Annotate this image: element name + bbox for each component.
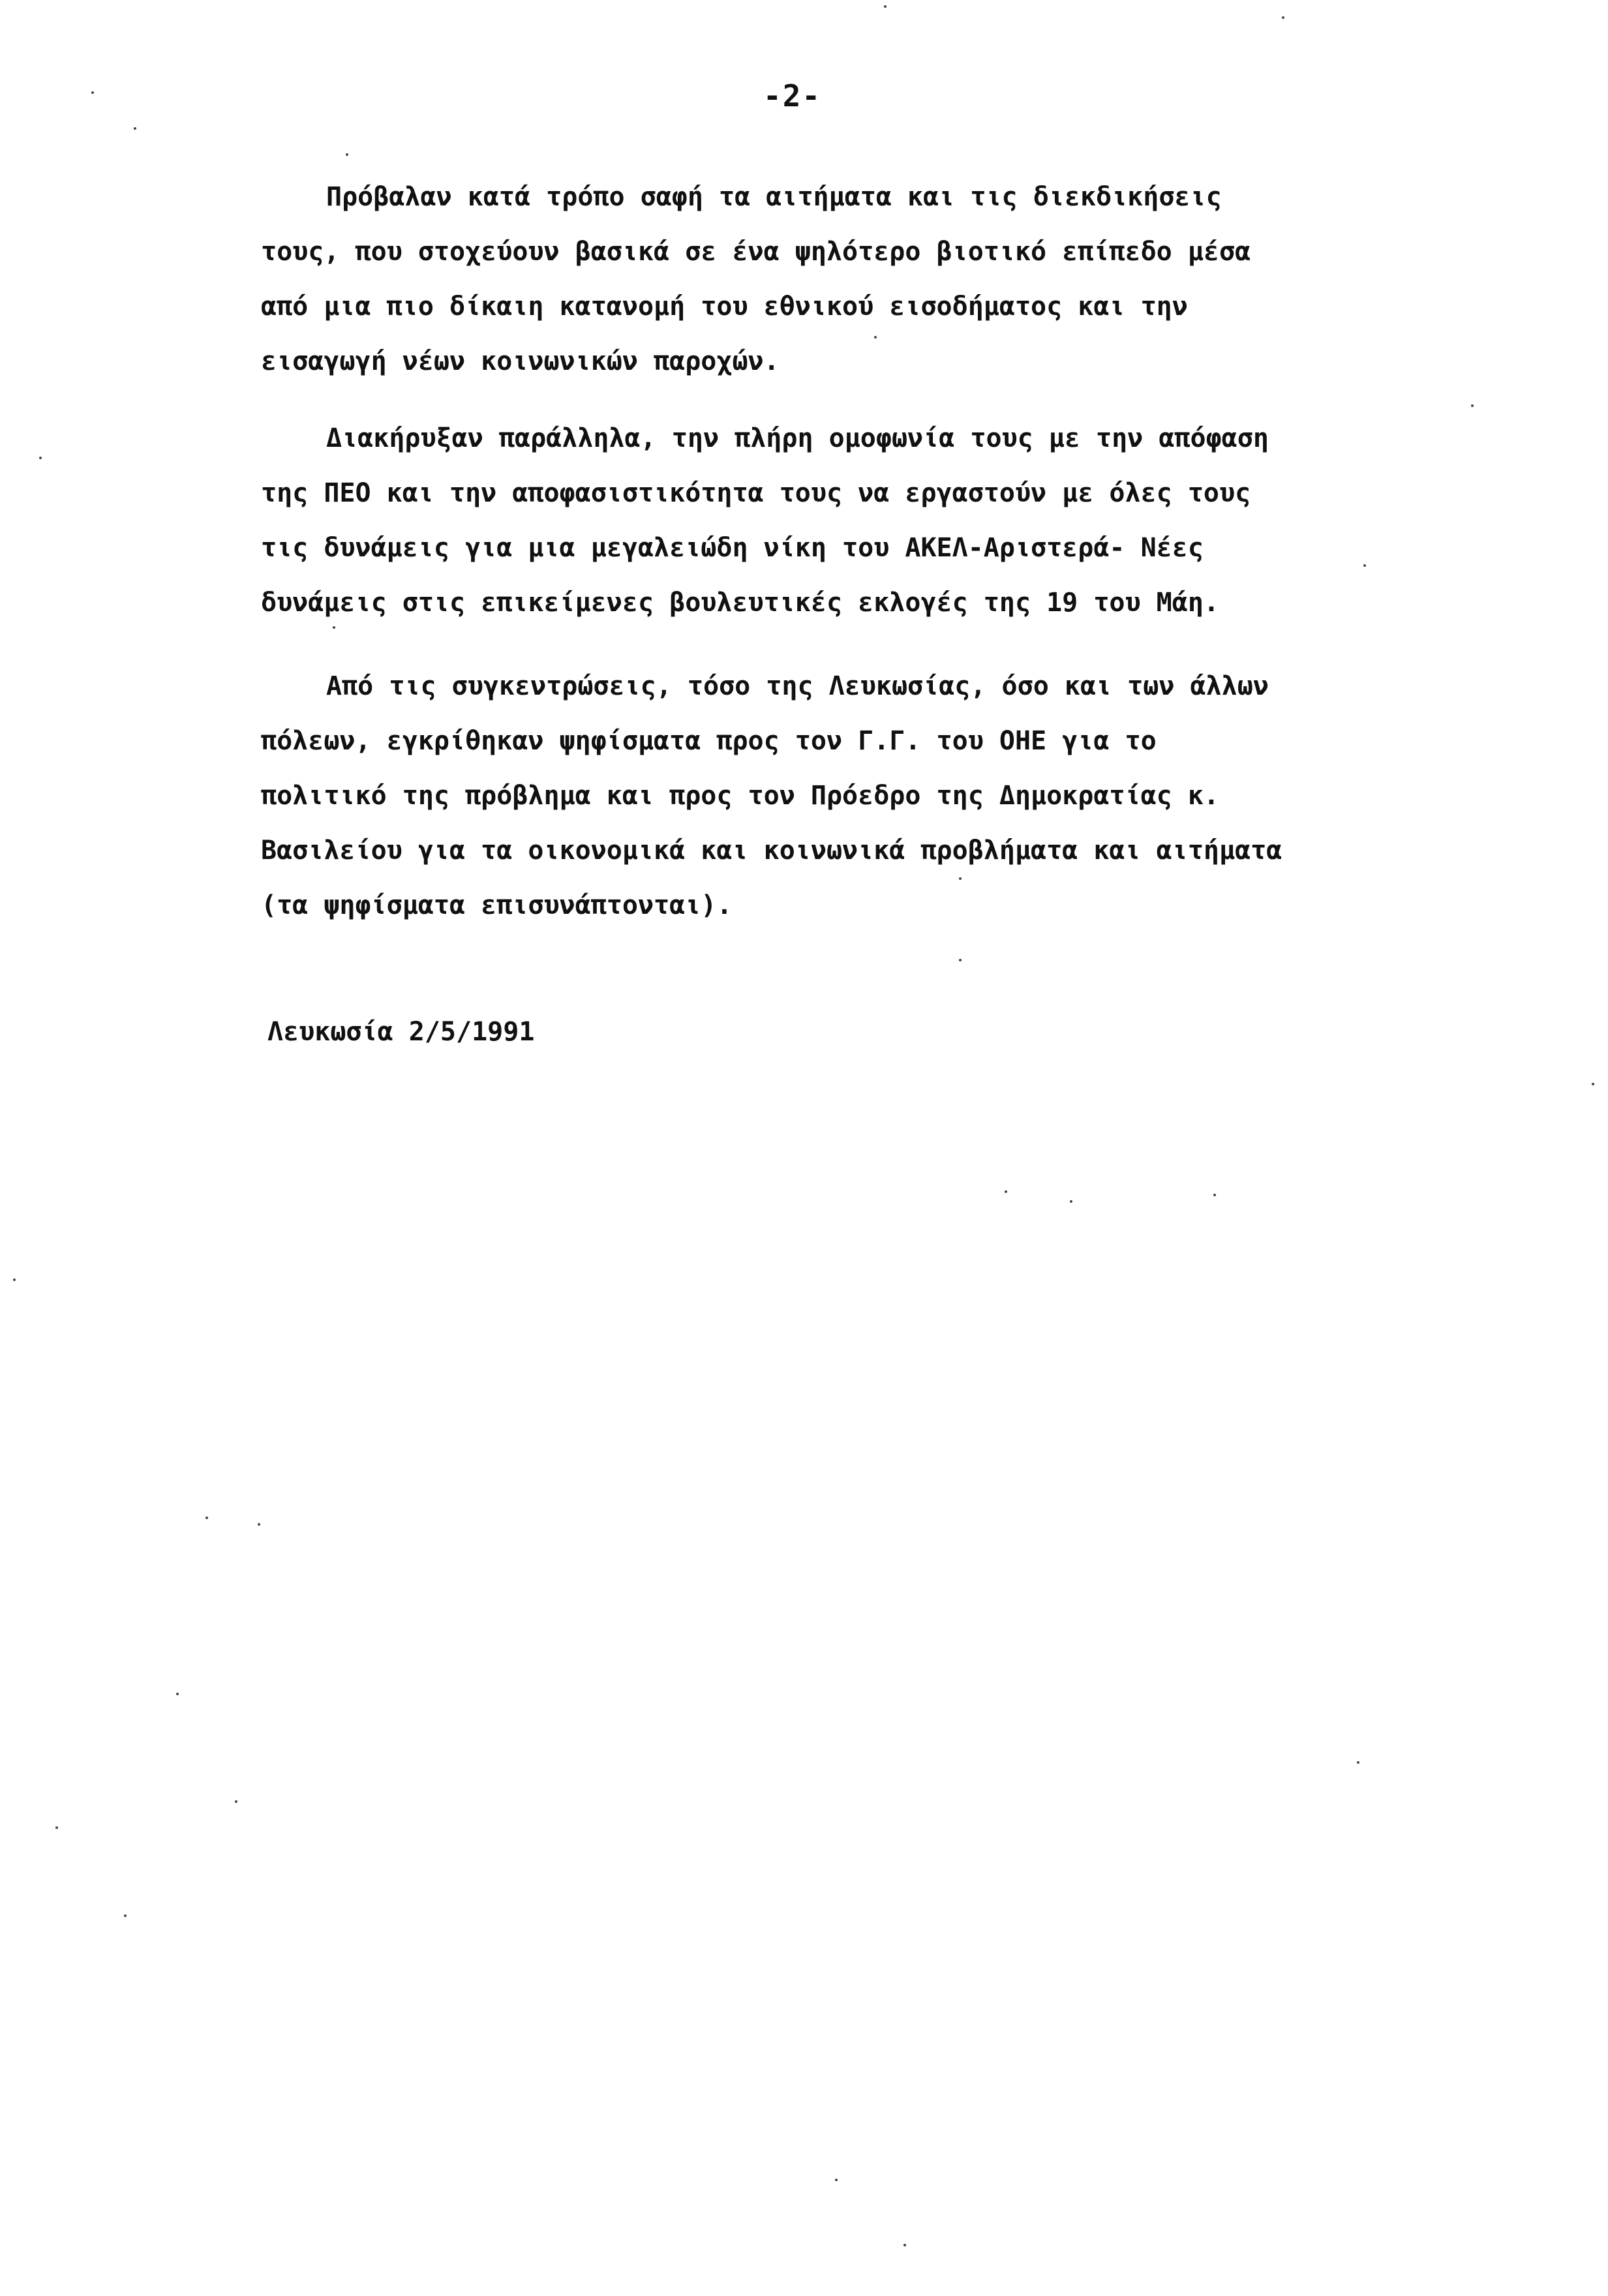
text-line: τις δυνάμεις για μια μεγαλειώδη νίκη του ΑΚΕΛ-Αριστερά- Νέες [261, 533, 1204, 563]
scan-speck [39, 457, 42, 459]
page-number: -2- [763, 78, 822, 113]
scan-speck [1282, 16, 1284, 19]
scan-speck [884, 5, 887, 8]
paragraph-demands [261, 170, 1344, 389]
scan-speck [91, 91, 94, 94]
scan-speck [1471, 404, 1474, 407]
scan-speck [205, 1517, 208, 1519]
scan-speck [1213, 1194, 1216, 1196]
scan-speck [874, 336, 877, 339]
scan-speck [134, 127, 136, 130]
text-line: Βασιλείου για τα οικονομικά και κοινωνικά προβλήματα και αιτήματα [261, 836, 1282, 866]
scan-speck [835, 2179, 838, 2181]
text-line: τους, που στοχεύουν βασικά σε ένα ψηλότερο βιοτικό επίπεδο μέσα [261, 237, 1251, 267]
scan-speck [1592, 1083, 1594, 1085]
scan-speck [1357, 1761, 1359, 1764]
scan-speck [1070, 1200, 1072, 1203]
scan-speck [333, 626, 335, 629]
paragraph-resolutions [261, 659, 1344, 933]
scan-speck [903, 2244, 906, 2246]
text-line: (τα ψηφίσματα επισυνάπτονται). [261, 890, 733, 920]
text-line: πολιτικό της πρόβλημα και προς τον Πρόεδρο της Δημοκρατίας κ. [261, 781, 1220, 811]
text-line: της ΠΕΟ και την αποφασιστικότητα τους να εργαστούν με όλες τους [261, 478, 1251, 508]
text-line: δυνάμεις στις επικείμενες βουλευτικές εκλογές της 19 του Μάη. [261, 588, 1220, 618]
text-line: Πρόβαλαν κατά τρόπο σαφή τα αιτήματα και τις διεκδικήσεις [326, 182, 1222, 212]
text-line: πόλεων, εγκρίθηκαν ψηφίσματα προς τον Γ.Γ. του ΟΗΕ για το [261, 726, 1157, 756]
scan-speck [13, 1278, 16, 1281]
scan-speck [55, 1826, 58, 1829]
scan-speck [124, 1914, 127, 1917]
scan-speck [346, 153, 348, 156]
scan-speck [176, 1693, 179, 1695]
scan-speck [959, 959, 962, 961]
scan-speck [235, 1800, 237, 1803]
text-line: εισαγωγή νέων κοινωνικών παροχών. [261, 346, 780, 376]
place-date: Λευκωσία 2/5/1991 [267, 1017, 535, 1047]
scan-speck [258, 1523, 260, 1526]
scan-speck [1363, 564, 1366, 567]
scan-speck [959, 877, 962, 880]
text-line: Διακήρυξαν παράλληλα, την πλήρη ομοφωνία τους με την απόφαση [326, 423, 1269, 453]
scan-speck [1005, 1190, 1007, 1193]
text-line: από μια πιο δίκαιη κατανομή του εθνικού εισοδήματος και την [261, 292, 1188, 322]
text-line: Από τις συγκεντρώσεις, τόσο της Λευκωσίας, όσο και των άλλων [326, 671, 1269, 701]
paragraph-declaration [261, 411, 1344, 630]
